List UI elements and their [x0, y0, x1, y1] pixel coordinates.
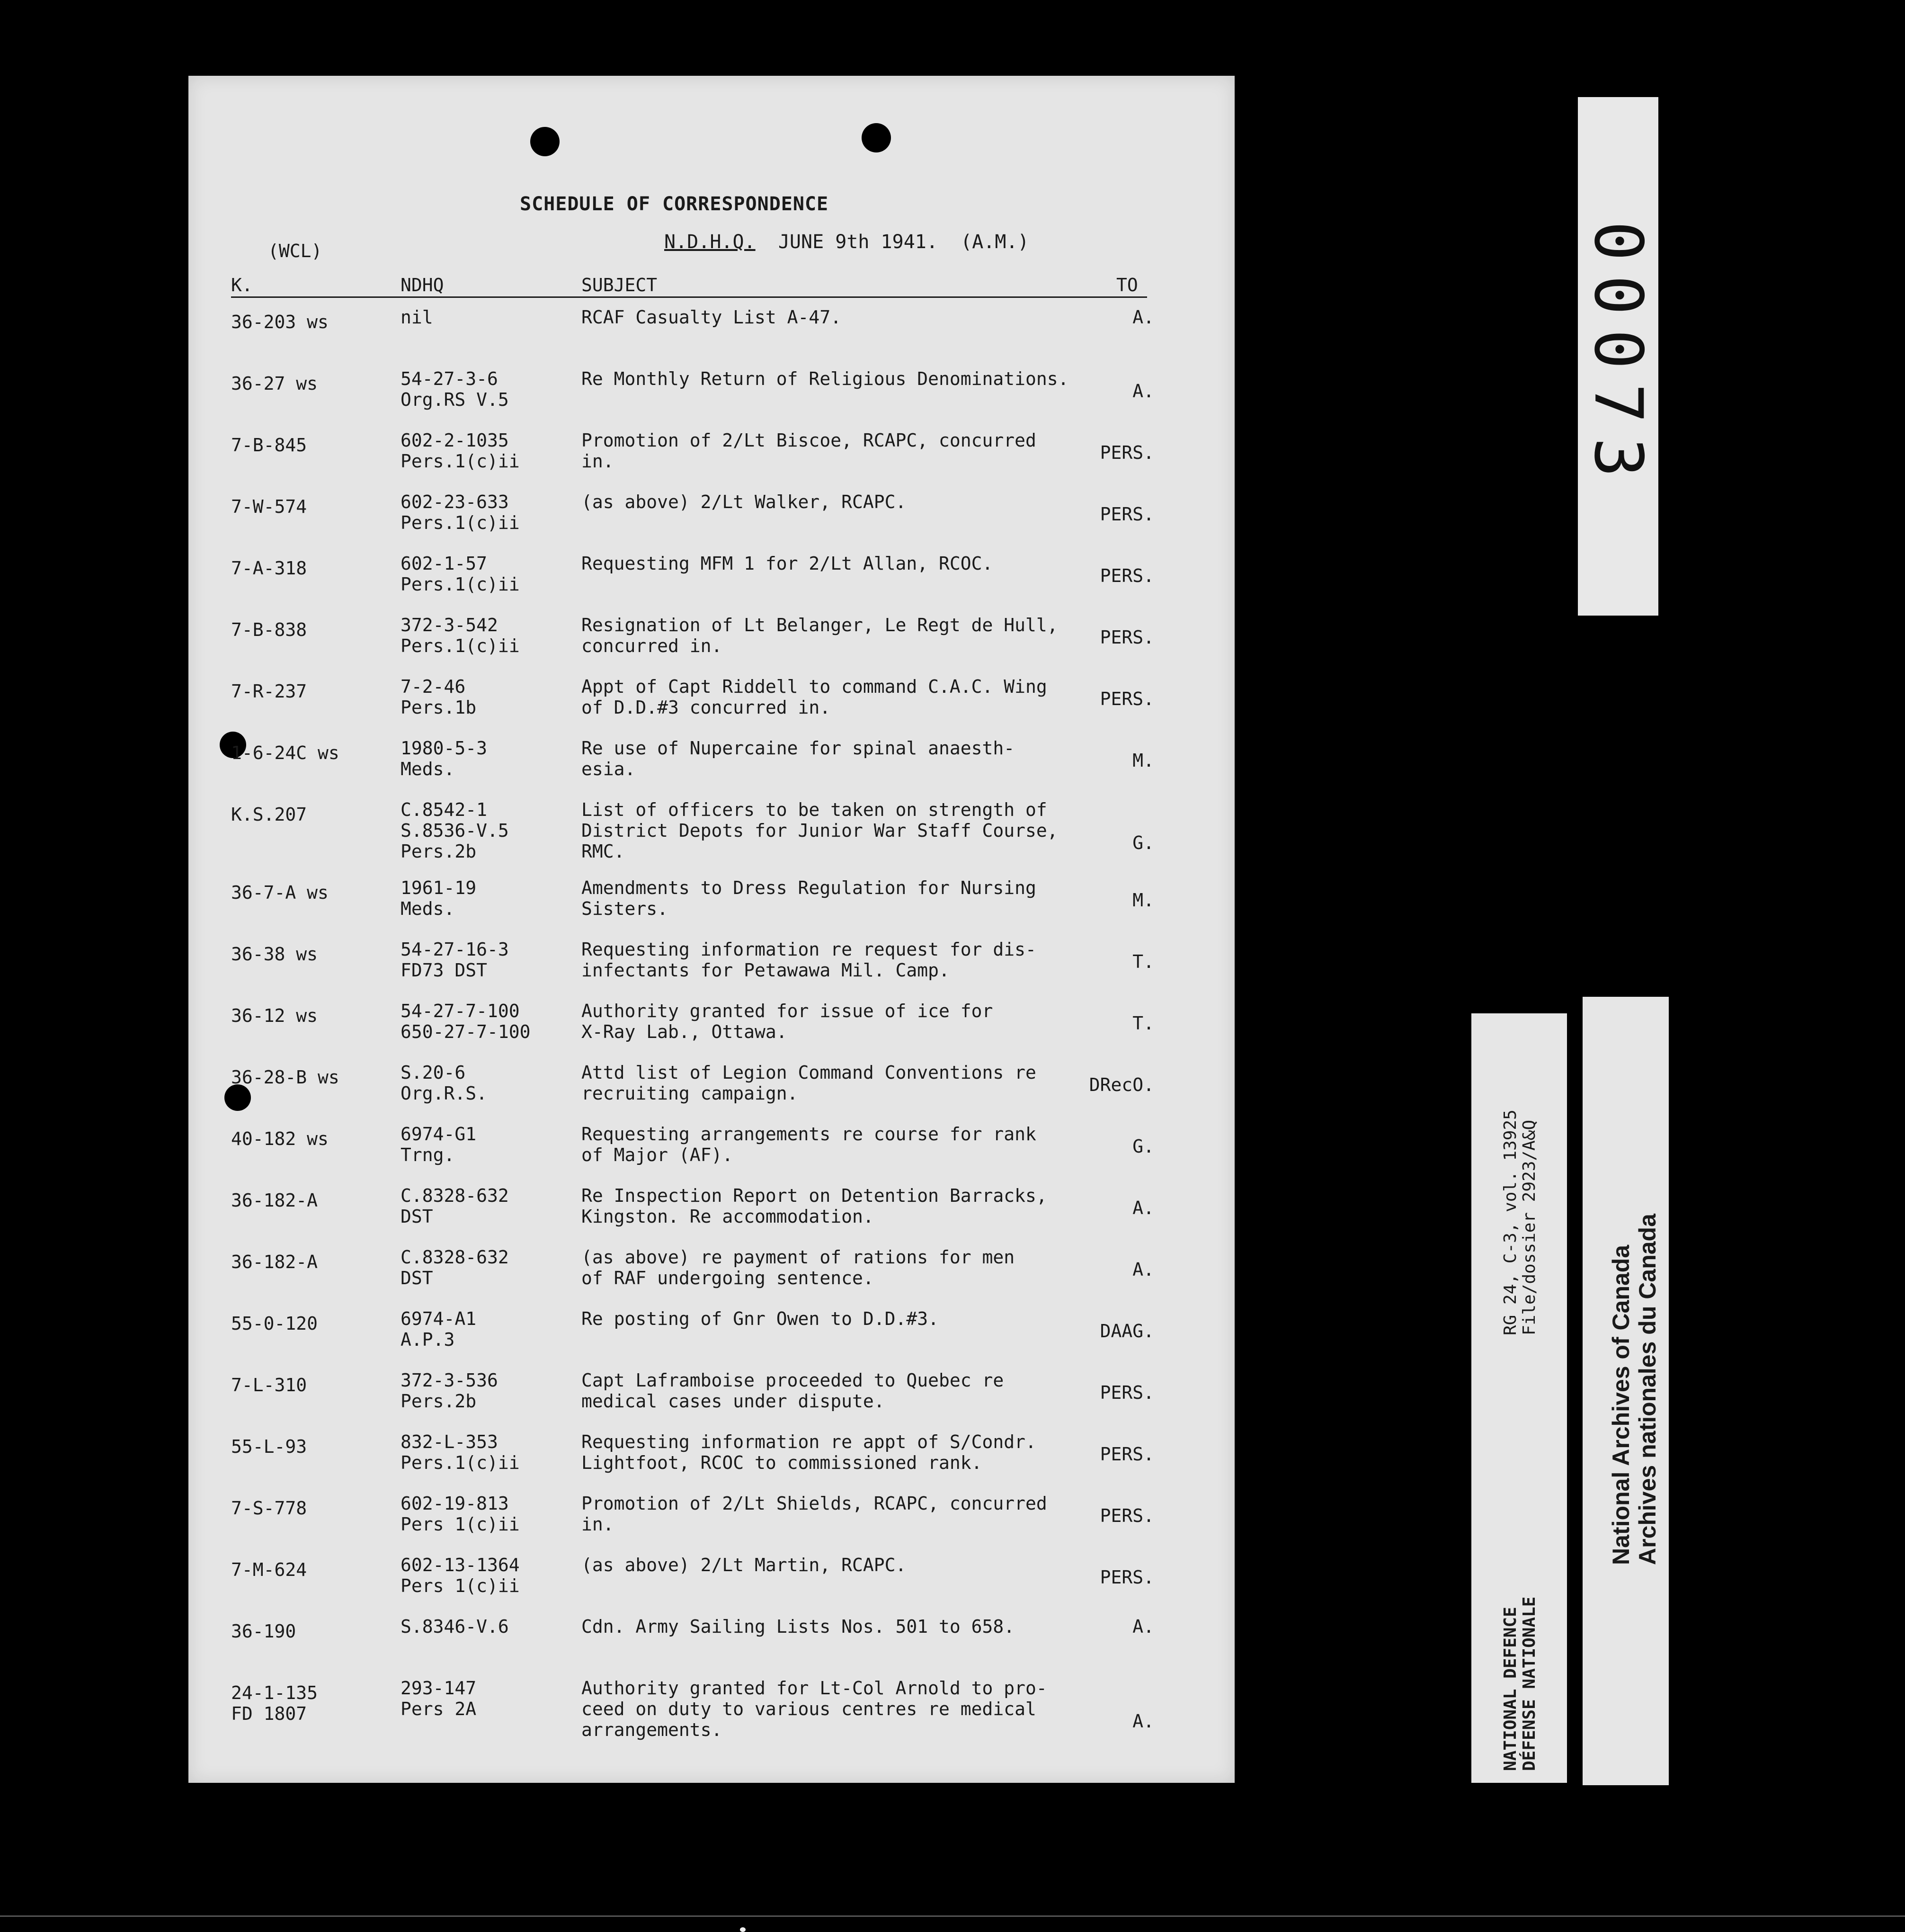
row-subject: Re use of Nupercaine for spinal anaesth- esia.: [581, 738, 1015, 779]
row-file-k: 55-L-93: [231, 1436, 307, 1457]
row-ndhq-ref: 1961-19 Meds.: [401, 877, 477, 919]
table-row: [188, 615, 1235, 671]
row-ndhq-ref: 602-13-1364 Pers 1(c)ii: [401, 1555, 520, 1596]
row-to: PERS.: [1100, 1567, 1154, 1588]
row-ndhq-ref: 832-L-353 Pers.1(c)ii: [401, 1431, 520, 1473]
row-subject: Resignation of Lt Belanger, Le Regt de Hull, concurred in.: [581, 615, 1058, 656]
row-to: DRecO.: [1089, 1074, 1154, 1095]
row-to: PERS.: [1100, 504, 1154, 525]
row-file-k: 24-1-135 FD 1807: [231, 1682, 318, 1724]
column-header-ndhq: NDHQ: [401, 275, 444, 295]
table-row: [188, 368, 1235, 425]
column-header-to: TO: [1116, 275, 1138, 295]
table-row: [188, 676, 1235, 733]
row-ndhq-ref: 372-3-536 Pers.2b: [401, 1370, 498, 1412]
header-wcl: (WCL): [268, 241, 322, 261]
table-row: [188, 1308, 1235, 1365]
row-to: A.: [1132, 1259, 1154, 1280]
row-file-k: 36-28-B ws: [231, 1067, 339, 1088]
punch-hole-left: [530, 127, 560, 156]
table-row: [188, 799, 1235, 862]
row-ndhq-ref: S.20-6 Org.R.S.: [401, 1062, 488, 1104]
document-title: SCHEDULE OF CORRESPONDENCE: [520, 193, 829, 215]
row-subject: (as above) 2/Lt Martin, RCAPC.: [581, 1555, 907, 1575]
row-ndhq-ref: C.8328-632 DST: [401, 1185, 509, 1227]
row-file-k: 7-A-318: [231, 558, 307, 579]
table-row: [188, 553, 1235, 610]
row-subject: Attd list of Legion Command Conventions re recruiting campaign.: [581, 1062, 1036, 1104]
row-to: PERS.: [1100, 1505, 1154, 1526]
row-ndhq-ref: S.8346-V.6: [401, 1616, 509, 1637]
row-file-k: 36-182-A: [231, 1190, 318, 1211]
row-subject: (as above) 2/Lt Walker, RCAPC.: [581, 492, 907, 512]
row-to: T.: [1132, 951, 1154, 972]
row-ndhq-ref: 602-1-57 Pers.1(c)ii: [401, 553, 520, 595]
row-subject: Authority granted for issue of ice for X-Ray Lab., Ottawa.: [581, 1001, 993, 1042]
row-file-k: 40-182 ws: [231, 1128, 329, 1149]
row-subject: Appt of Capt Riddell to command C.A.C. Wing of D.D.#3 concurred in.: [581, 676, 1047, 718]
column-header-subject: SUBJECT: [581, 275, 658, 295]
table-row: [188, 492, 1235, 548]
row-to: PERS.: [1100, 565, 1154, 586]
row-file-k: 36-190: [231, 1621, 296, 1642]
dept-line-2: DÉFENSE NATIONALE: [1520, 1596, 1539, 1771]
table-row: [188, 1062, 1235, 1119]
row-ndhq-ref: 54-27-7-100 650-27-7-100: [401, 1001, 531, 1042]
row-to: A.: [1132, 1616, 1154, 1637]
row-file-k: 1-6-24C ws: [231, 742, 339, 763]
row-file-k: 36-203 ws: [231, 312, 329, 332]
row-to: G.: [1132, 1136, 1154, 1157]
table-row: [188, 1555, 1235, 1611]
punch-hole-right: [862, 123, 891, 152]
table-row: [188, 1493, 1235, 1550]
row-ndhq-ref: 293-147 Pers 2A: [401, 1678, 477, 1719]
row-to: G.: [1132, 832, 1154, 853]
table-row: [188, 1370, 1235, 1427]
row-file-k: 7-R-237: [231, 681, 307, 702]
row-to: A.: [1132, 1711, 1154, 1732]
row-ndhq-ref: 7-2-46 Pers.1b: [401, 676, 477, 718]
header-date-line: [664, 231, 1029, 253]
frame-code: 00073: [1579, 221, 1657, 492]
row-to: A.: [1132, 307, 1154, 328]
row-ndhq-ref: 6974-A1 A.P.3: [401, 1308, 477, 1350]
archives-label: [1583, 997, 1669, 1785]
row-ndhq-ref: 54-27-3-6 Org.RS V.5: [401, 368, 509, 410]
row-subject: Re Inspection Report on Detention Barracks, Kingston. Re accommodation.: [581, 1185, 1047, 1227]
row-file-k: 36-7-A ws: [231, 882, 329, 903]
row-to: PERS.: [1100, 442, 1154, 463]
row-subject: Re Monthly Return of Religious Denominations.: [581, 368, 1069, 389]
archive-line-2: Archives nationales du Canada: [1634, 1214, 1661, 1565]
row-subject: Amendments to Dress Regulation for Nursing Sisters.: [581, 877, 1036, 919]
ref-line-1: RG 24, C-3, vol. 13925: [1501, 1109, 1520, 1335]
row-file-k: 55-0-120: [231, 1313, 318, 1334]
row-ndhq-ref: 602-19-813 Pers 1(c)ii: [401, 1493, 520, 1535]
table-row: [188, 1001, 1235, 1057]
dept-line-1: NATIONAL DEFENCE: [1501, 1607, 1520, 1771]
row-subject: RCAF Casualty List A-47.: [581, 307, 842, 328]
row-file-k: 7-B-838: [231, 619, 307, 640]
row-file-k: 7-M-624: [231, 1559, 307, 1580]
row-ndhq-ref: 1980-5-3 Meds.: [401, 738, 488, 779]
table-row: [188, 1678, 1235, 1740]
row-to: A.: [1132, 381, 1154, 402]
row-to: M.: [1132, 750, 1154, 771]
row-file-k: 7-W-574: [231, 496, 307, 517]
row-subject: (as above) re payment of rations for men of RAF undergoing sentence.: [581, 1247, 1015, 1288]
header-date: JUNE 9th 1941. (A.M.): [755, 231, 1029, 253]
row-file-k: 7-B-845: [231, 435, 307, 456]
row-ndhq-ref: nil: [401, 307, 433, 328]
row-to: M.: [1132, 890, 1154, 911]
row-file-k: 36-182-A: [231, 1252, 318, 1272]
row-to: T.: [1132, 1013, 1154, 1034]
row-subject: Requesting information re request for dis- infectants for Petawawa Mil. Camp.: [581, 939, 1036, 981]
row-ndhq-ref: 602-23-633 Pers.1(c)ii: [401, 492, 520, 533]
row-to: DAAG.: [1100, 1321, 1154, 1342]
row-ndhq-ref: C.8542-1 S.8536-V.5 Pers.2b: [401, 799, 509, 862]
table-row: [188, 738, 1235, 795]
row-file-k: 36-38 ws: [231, 944, 318, 965]
row-subject: Re posting of Gnr Owen to D.D.#3.: [581, 1308, 939, 1329]
row-ndhq-ref: 602-2-1035 Pers.1(c)ii: [401, 430, 520, 472]
frame-dot: [740, 1927, 746, 1932]
header-rule: [231, 296, 1147, 298]
row-file-k: 7-L-310: [231, 1375, 307, 1395]
table-row: [188, 1185, 1235, 1242]
row-ndhq-ref: 6974-G1 Trng.: [401, 1124, 477, 1165]
row-subject: Capt Laframboise proceeded to Quebec re medical cases under dispute.: [581, 1370, 1004, 1412]
table-row: [188, 1124, 1235, 1181]
row-file-k: K.S.207: [231, 804, 307, 825]
row-file-k: 7-S-778: [231, 1498, 307, 1519]
row-subject: List of officers to be taken on strength of District Depots for Junior War Staff Course, RMC.: [581, 799, 1058, 862]
row-to: PERS.: [1100, 1382, 1154, 1403]
frame-code-tab: [1578, 97, 1658, 616]
document-page: [188, 76, 1235, 1783]
row-to: PERS.: [1100, 1444, 1154, 1465]
archive-line-1: National Archives of Canada: [1608, 1244, 1634, 1565]
table-row: [188, 939, 1235, 996]
row-subject: Requesting information re appt of S/Condr. Lightfoot, RCOC to commissioned rank.: [581, 1431, 1036, 1473]
row-subject: Authority granted for Lt-Col Arnold to pro- ceed on duty to various centres re medical arrangements.: [581, 1678, 1047, 1740]
row-to: PERS.: [1100, 689, 1154, 709]
row-ndhq-ref: C.8328-632 DST: [401, 1247, 509, 1288]
frame-edge-line: [0, 1915, 1905, 1917]
row-subject: Requesting MFM 1 for 2/Lt Allan, RCOC.: [581, 553, 993, 574]
row-subject: Requesting arrangements re course for rank of Major (AF).: [581, 1124, 1036, 1165]
row-to: A.: [1132, 1198, 1154, 1218]
row-file-k: 36-27 ws: [231, 373, 318, 394]
column-header-k: K.: [231, 275, 253, 295]
row-ndhq-ref: 54-27-16-3 FD73 DST: [401, 939, 509, 981]
table-row: [188, 1431, 1235, 1488]
row-subject: Promotion of 2/Lt Biscoe, RCAPC, concurred in.: [581, 430, 1036, 472]
ref-line-2: File/dossier 2923/A&Q: [1520, 1119, 1539, 1335]
header-ndhq: N.D.H.Q.: [664, 231, 756, 253]
row-subject: Cdn. Army Sailing Lists Nos. 501 to 658.: [581, 1616, 1015, 1637]
table-row: [188, 1247, 1235, 1304]
table-row: [188, 877, 1235, 934]
row-subject: Promotion of 2/Lt Shields, RCAPC, concurred in.: [581, 1493, 1047, 1535]
row-ndhq-ref: 372-3-542 Pers.1(c)ii: [401, 615, 520, 656]
table-row: [188, 307, 1235, 364]
row-file-k: 36-12 ws: [231, 1005, 318, 1026]
table-row: [188, 430, 1235, 487]
table-row: [188, 1616, 1235, 1673]
row-to: PERS.: [1100, 627, 1154, 648]
reference-label: [1471, 1013, 1567, 1783]
